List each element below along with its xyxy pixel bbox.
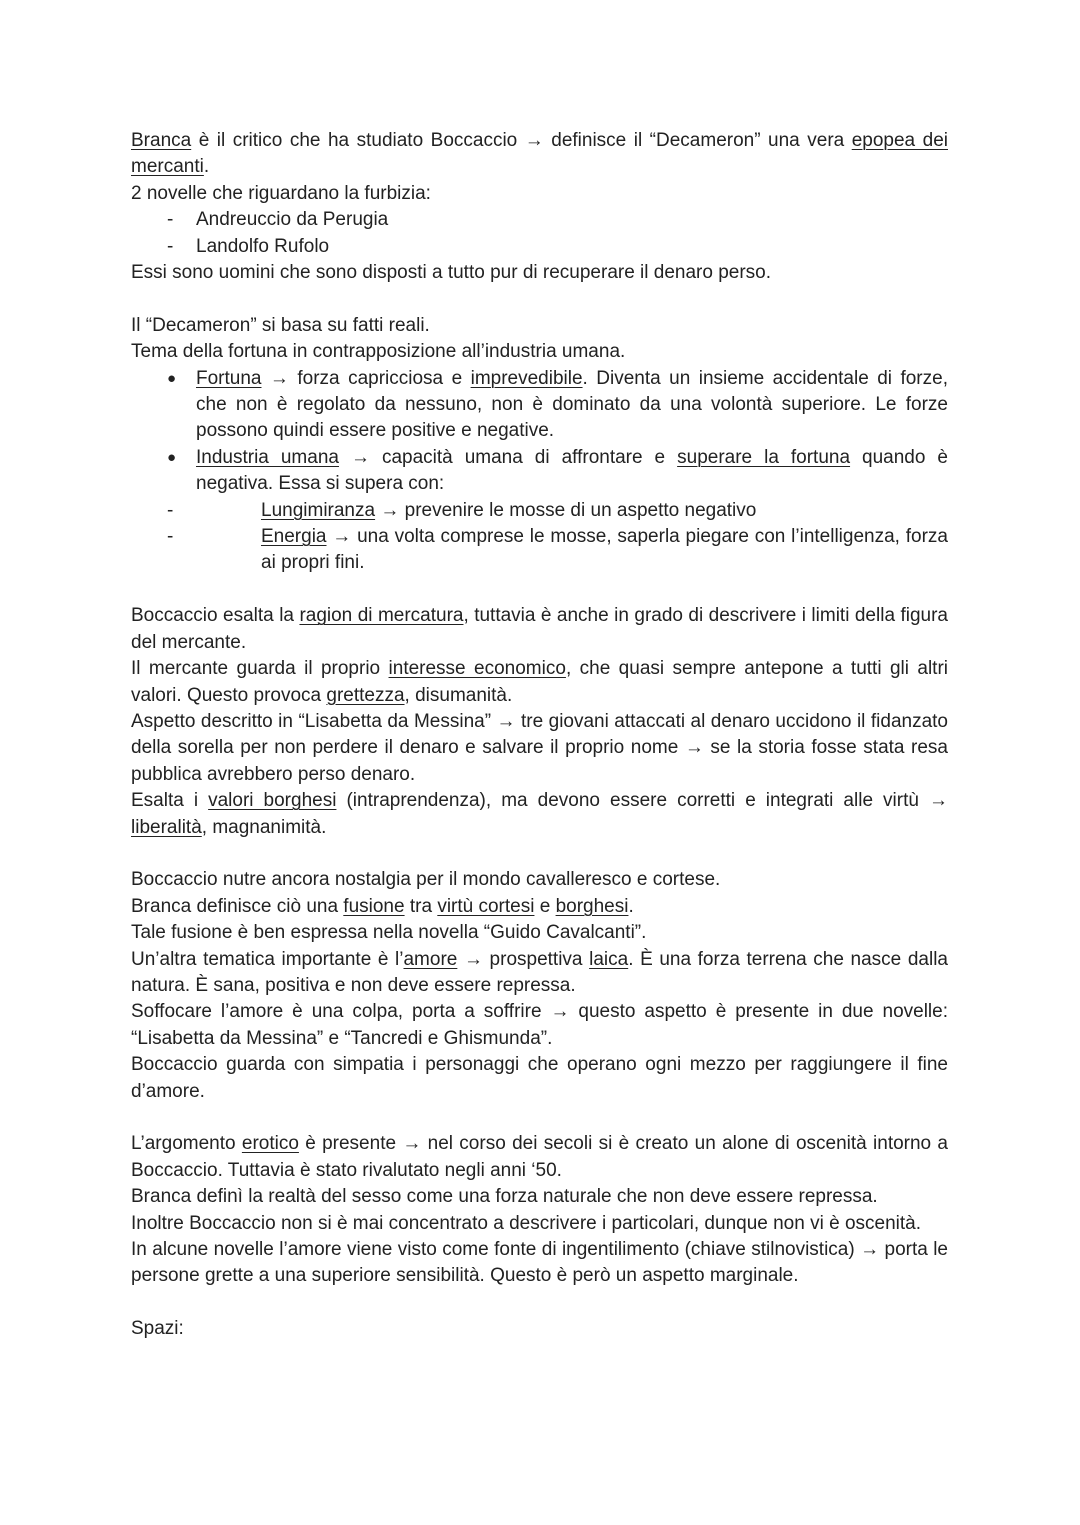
underlined-term: Industria umana bbox=[196, 446, 339, 468]
underlined-term: superare la fortuna bbox=[677, 446, 851, 468]
underlined-term: liberalità bbox=[131, 816, 202, 838]
paragraph-interesse-economico: Il mercante guarda il proprio interesse economico, che quasi sempre antepone a tutti gli altri valori. Questo provoca grettezza, disumanità. bbox=[131, 658, 949, 706]
fortuna-industria-list bbox=[131, 366, 948, 577]
paragraph-simpatia: Boccaccio guarda con simpatia i personaggi che operano ogni mezzo per raggiungere il fine d’amore. bbox=[131, 1054, 948, 1102]
underlined-term: Branca bbox=[131, 130, 192, 151]
paragraph-tema-fortuna: Tema della fortuna in contrapposizione all’industria umana. bbox=[131, 341, 626, 363]
underlined-term: borghesi bbox=[555, 895, 629, 917]
novelle-list bbox=[131, 207, 948, 260]
list-item-lungimiranza: - Lungimiranza → prevenire le mosse di un aspetto negativo bbox=[131, 498, 948, 524]
underlined-term: valori borghesi bbox=[208, 790, 337, 812]
list-item: - Landolfo Rufolo bbox=[131, 234, 948, 260]
paragraph-fatti-reali: Il “Decameron” si basa su fatti reali. bbox=[131, 314, 430, 336]
paragraph-lisabetta: Aspetto descritto in “Lisabetta da Messina” → tre giovani attaccati al denaro uccidono il fidanzato della sorella per non perdere il denaro e salvare il proprio nome → se la storia fosse stata resa pubblica avrebbero perso denaro. bbox=[131, 710, 948, 785]
bullet-icon: ● bbox=[167, 448, 177, 466]
paragraph-amore: Un’altra tematica importante è l’amore → prospettiva laica. È una forza terrena che nasce dalla natura. È sana, positiva e non deve essere repressa. bbox=[131, 948, 948, 996]
industria-sub-list bbox=[131, 498, 948, 577]
underlined-term: Fortuna bbox=[196, 367, 262, 389]
underlined-term: laica bbox=[589, 948, 629, 970]
underlined-term: interesse economico bbox=[388, 658, 566, 680]
paragraph-ragion-mercatura: Boccaccio esalta la ragion di mercatura, tuttavia è anche in grado di descrivere i limiti della figura del mercante. bbox=[131, 605, 948, 653]
bullet-icon: ● bbox=[167, 369, 177, 387]
paragraph-ingentilimento: In alcune novelle l’amore viene visto come fonte di ingentilimento (chiave stilnovistica) → porta le persone grette a una superiore sensibilità. Questo è però un aspetto marginale. bbox=[131, 1239, 948, 1287]
underlined-term: grettezza bbox=[326, 684, 405, 706]
list-item-energia: - Energia → una volta comprese le mosse, saperla piegare con l’intelligenza, forza ai propri fini. bbox=[131, 524, 948, 577]
list-item-fortuna: ● Fortuna → forza capricciosa e imprevedibile. Diventa un insieme accidentale di forze, che non è regolato da nessuno, non è dominato da una volontà superiore. Le forze possono quindi essere positive e negative. bbox=[167, 367, 948, 442]
underlined-term: Energia bbox=[261, 526, 327, 548]
paragraph-valori-borghesi: Esalta i valori borghesi (intraprendenza), ma devono essere corretti e integrati alle virtù → liberalità, magnanimità. bbox=[131, 790, 948, 838]
list-item: - Andreuccio da Perugia bbox=[131, 207, 948, 233]
underlined-term: amore bbox=[403, 948, 458, 970]
paragraph-fusione: Branca definisce ciò una fusione tra virtù cortesi e borghesi. bbox=[131, 895, 634, 917]
paragraph-realta-sesso: Branca definì la realtà del sesso come una forza naturale che non deve essere repressa. bbox=[131, 1186, 878, 1208]
paragraph-soffocare-amore: Soffocare l’amore è una colpa, porta a soffrire → questo aspetto è presente in due novelle: “Lisabetta da Messina” e “Tancredi e Ghismunda”. bbox=[131, 1001, 948, 1049]
underlined-term: Lungimiranza bbox=[261, 499, 376, 521]
paragraph-guido-cavalcanti: Tale fusione è ben espressa nella novella “Guido Cavalcanti”. bbox=[131, 922, 647, 944]
paragraph-nostalgia: Boccaccio nutre ancora nostalgia per il mondo cavalleresco e cortese. bbox=[131, 869, 721, 891]
paragraph-spazi: Spazi: bbox=[131, 1318, 184, 1340]
underlined-term: erotico bbox=[241, 1133, 299, 1155]
document-page bbox=[131, 128, 948, 1343]
paragraph-particolari: Inoltre Boccaccio non si è mai concentrato a descrivere i particolari, dunque non vi è oscenità. bbox=[131, 1212, 921, 1234]
list-item-industria: ● Industria umana → capacità umana di affrontare e superare la fortuna quando è negativa. Essa si supera con: - Lungimiranza → prevenire le mosse di un aspetto negativo - Energia → una volta comprese le mosse, saperla piegare con l’intelligenza, forza ai propri fini. bbox=[131, 445, 948, 577]
underlined-term: ragion di mercatura bbox=[299, 605, 464, 627]
underlined-term: epopea dei mercanti bbox=[131, 130, 948, 178]
paragraph-uomini-denaro: Essi sono uomini che sono disposti a tutto pur di recuperare il denaro perso. bbox=[131, 262, 772, 284]
underlined-term: virtù cortesi bbox=[437, 895, 535, 917]
underlined-term: fusione bbox=[343, 895, 405, 917]
paragraph-branca-epopea: Branca è il critico che ha studiato Boccaccio → definisce il “Decameron” una vera epopea dei mercanti. bbox=[131, 130, 948, 178]
underlined-term: imprevedibile bbox=[470, 367, 583, 389]
paragraph-novelle-furbizia: 2 novelle che riguardano la furbizia: bbox=[131, 182, 431, 204]
paragraph-erotico: L’argomento erotico è presente → nel corso dei secoli si è creato un alone di oscenità intorno a Boccaccio. Tuttavia è stato rivalutato negli anni ‘50. bbox=[131, 1133, 948, 1181]
